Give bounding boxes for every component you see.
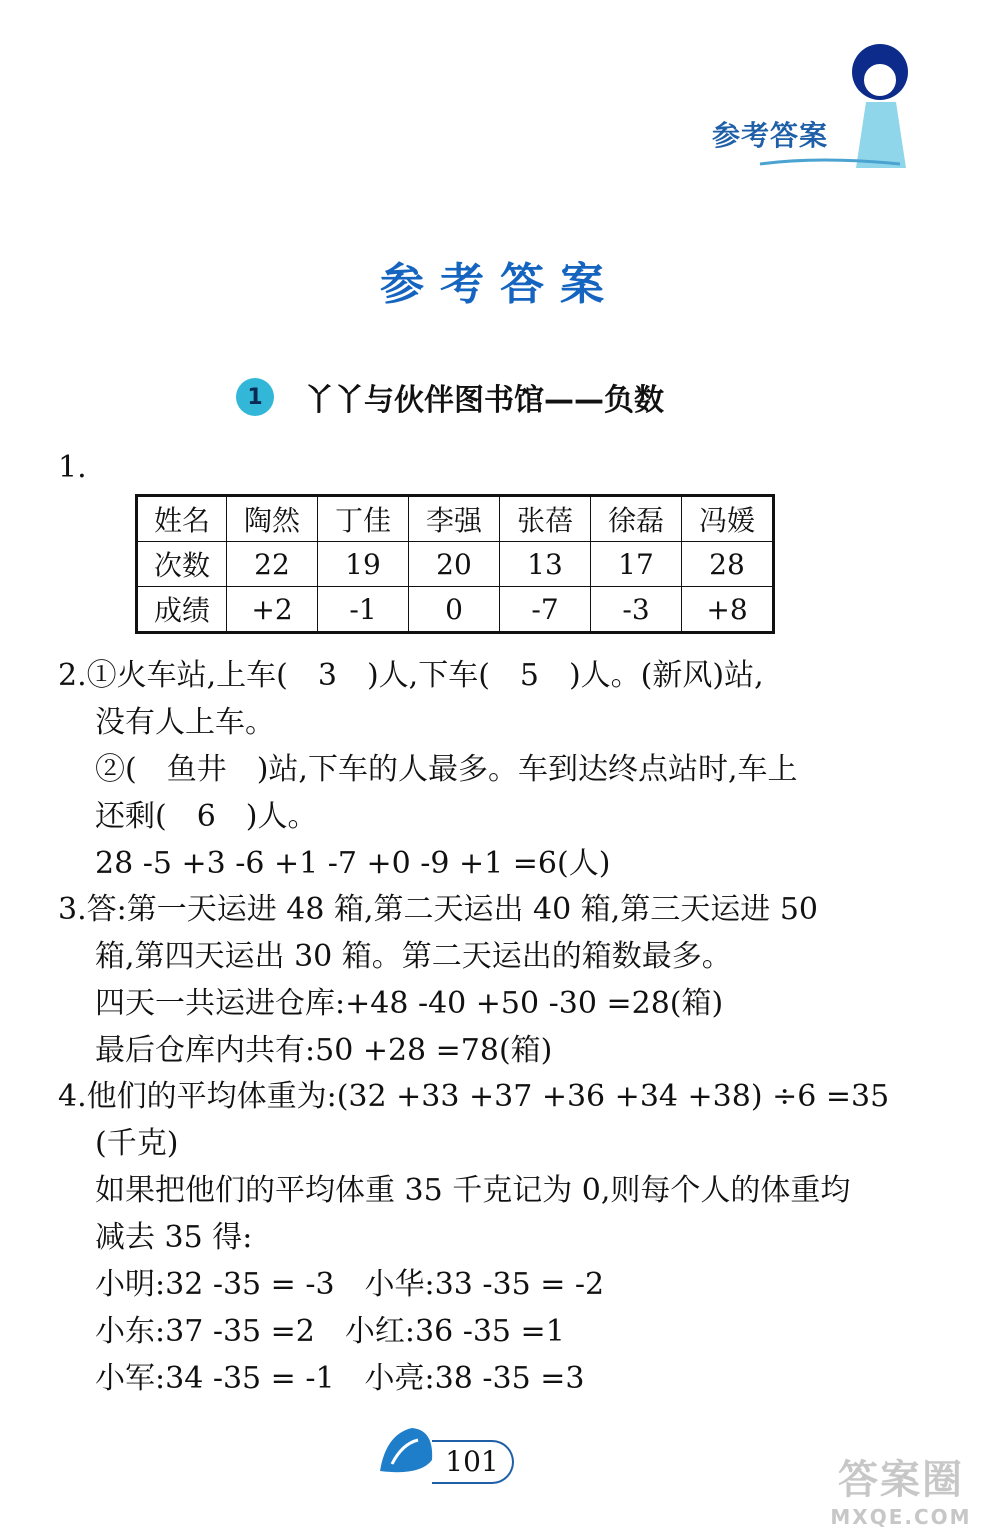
answer-line: 2.①火车站,上车( 3 )人,下车( 5 )人。(新风)站, xyxy=(58,658,764,693)
table-cell: 13 xyxy=(500,542,591,587)
answer-line: 四天一共运进仓库:+48 -40 +50 -30 =28(箱) xyxy=(95,986,724,1021)
watermark xyxy=(816,1448,986,1529)
table-cell: 0 xyxy=(409,587,500,633)
table-cell: 丁佳 xyxy=(318,496,409,542)
table-cell: -3 xyxy=(591,587,682,633)
table-cell: 张蓓 xyxy=(500,496,591,542)
answer-line: 28 -5 +3 -6 +1 -7 +0 -9 +1 =6(人) xyxy=(95,846,611,881)
question-1-label: 1. xyxy=(58,450,87,485)
answer-line: 3.答:第一天运进 48 箱,第二天运出 40 箱,第三天运进 50 xyxy=(58,892,819,927)
answer-line: 没有人上车。 xyxy=(95,705,275,740)
table-row xyxy=(137,542,774,587)
table-cell: -7 xyxy=(500,587,591,633)
answer-line: 小东:37 -35 =2 小红:36 -35 =1 xyxy=(95,1314,565,1349)
answer-line: 箱,第四天运出 30 箱。第二天运出的箱数最多。 xyxy=(95,939,732,974)
table-cell: 次数 xyxy=(137,542,227,587)
table-cell: +8 xyxy=(682,587,774,633)
answer-line: 小明:32 -35 = -3 小华:33 -35 = -2 xyxy=(95,1267,605,1302)
section-heading xyxy=(236,372,664,422)
answer-line: 还剩( 6 )人。 xyxy=(95,799,318,834)
table-row xyxy=(137,587,774,633)
watermark-url: MXQE.COM xyxy=(830,1505,972,1529)
table-cell: 陶然 xyxy=(227,496,318,542)
answer-line: (千克) xyxy=(95,1126,179,1161)
answer-line: 减去 35 得: xyxy=(95,1220,253,1255)
table-cell: 姓名 xyxy=(137,496,227,542)
table-row xyxy=(137,496,774,542)
answer-line: 最后仓库内共有:50 +28 =78(箱) xyxy=(95,1033,553,1068)
page-number: 101 xyxy=(432,1440,514,1484)
answer-line: 4.他们的平均体重为:(32 +33 +37 +36 +34 +38) ÷6 =35 xyxy=(58,1079,890,1114)
score-table xyxy=(135,494,775,634)
table-cell: 20 xyxy=(409,542,500,587)
table-cell: 李强 xyxy=(409,496,500,542)
section-number-badge: 1 xyxy=(236,378,274,416)
table-cell: 成绩 xyxy=(137,587,227,633)
corner-label: 参考答案 xyxy=(712,119,829,152)
table-cell: +2 xyxy=(227,587,318,633)
corner-badge xyxy=(700,40,920,190)
watermark-logo: 答案圈 xyxy=(838,1457,964,1503)
table-cell: 17 xyxy=(591,542,682,587)
table-cell: 19 xyxy=(318,542,409,587)
answer-line: 小军:34 -35 = -1 小亮:38 -35 =3 xyxy=(95,1361,585,1396)
table-cell: -1 xyxy=(318,587,409,633)
page-title: 参考答案 xyxy=(380,259,620,310)
table-cell: 22 xyxy=(227,542,318,587)
answer-line: ②( 鱼井 )站,下车的人最多。车到达终点站时,车上 xyxy=(95,752,798,787)
table-cell: 冯媛 xyxy=(682,496,774,542)
table-cell: 28 xyxy=(682,542,774,587)
answer-line: 如果把他们的平均体重 35 千克记为 0,则每个人的体重均 xyxy=(95,1173,851,1208)
section-title: 丫丫与伙伴图书馆——负数 xyxy=(304,383,664,418)
table-cell: 徐磊 xyxy=(591,496,682,542)
